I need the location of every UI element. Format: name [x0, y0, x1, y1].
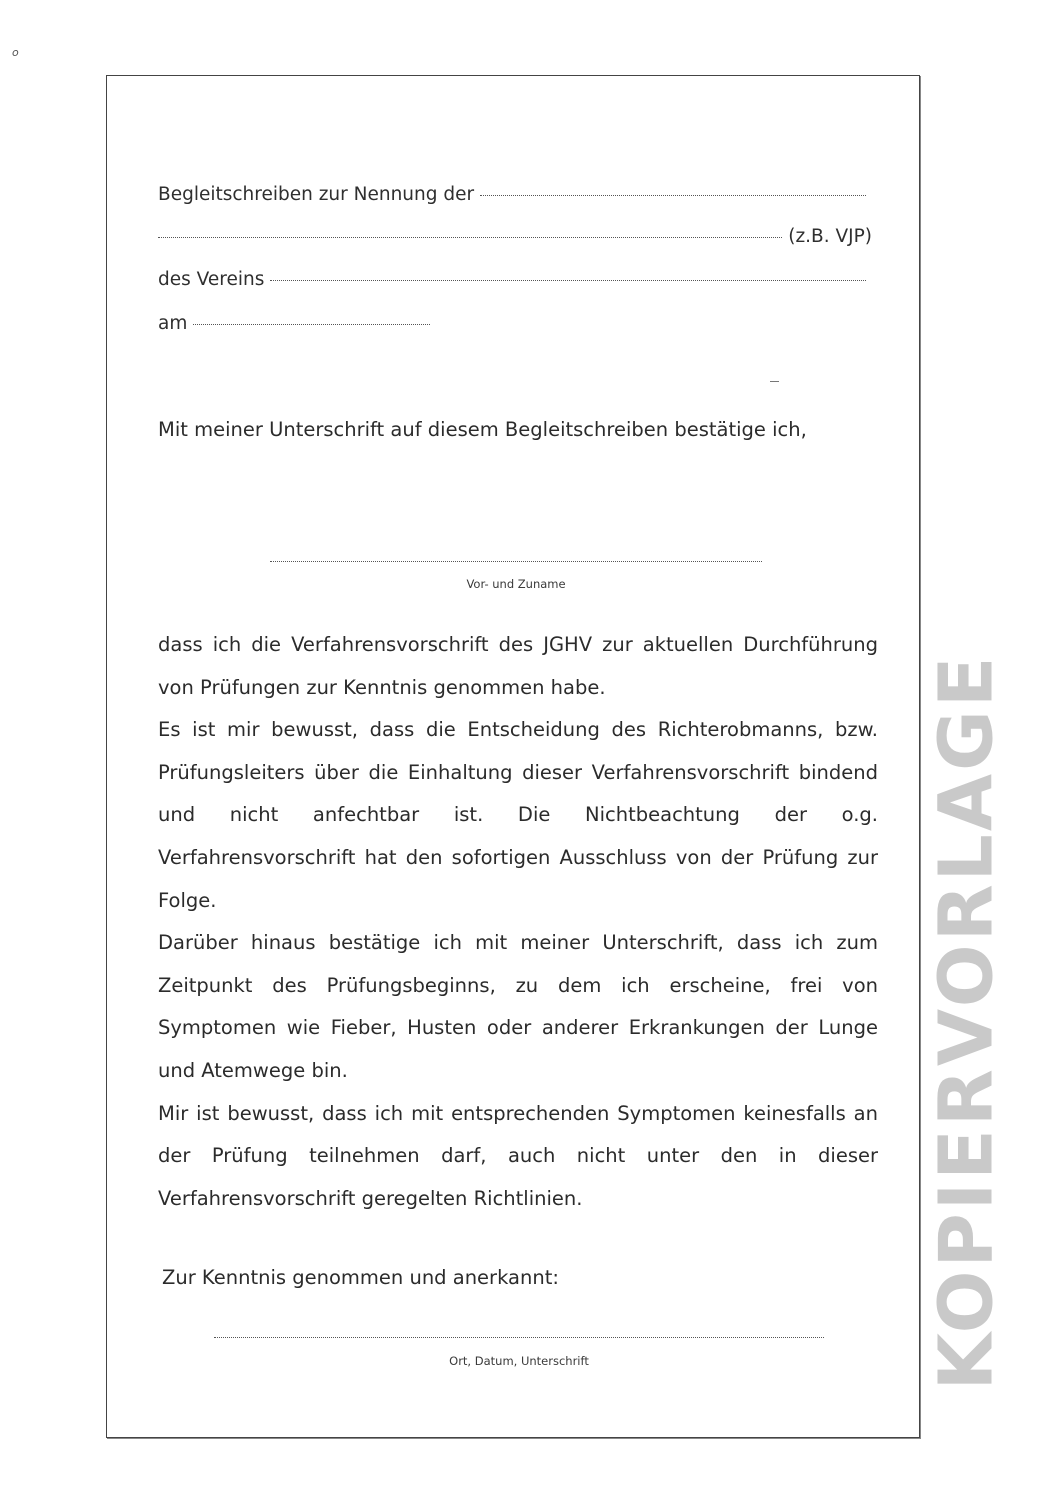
pruefung-field-row: [158, 226, 872, 247]
declaration-paragraph-3: Darüber hinaus bestätige ich mit meiner Unterschrift, dass ich zum Zeitpunkt des Prüfungsbeginns, zu dem ich erscheine, frei von Symptomen wie Fieber, Husten oder anderer Erkrankungen der Lunge und Atemwege bin.: [158, 931, 878, 1082]
verein-label: des Vereins: [158, 269, 265, 290]
declaration-paragraph-4: Mir ist bewusst, dass ich mit entsprechenden Symptomen keinesfalls an der Prüfung teilnehmen darf, auch nicht unter den in dieser Verfahrensvorschrift geregelten Richtlinien.: [158, 1101, 878, 1210]
closing-text: Zur Kenntnis genommen und anerkannt:: [162, 1266, 559, 1289]
pruefung-example-label: (z.B. VJP): [788, 226, 872, 247]
declaration-paragraph-1: dass ich die Verfahrensvorschrift des JGHV zur aktuellen Durchführung von Prüfungen zur Kenntnis genommen habe.: [158, 633, 878, 699]
verein-field-row: [158, 269, 872, 290]
kopiervorlage-watermark: [923, 612, 1010, 1432]
name-input-line[interactable]: [270, 560, 762, 562]
nennung-input-line[interactable]: [480, 194, 866, 196]
watermark-text: KOPIERVORLAGE: [923, 653, 1010, 1391]
datum-field-row: [158, 313, 436, 334]
verein-input-line[interactable]: [270, 279, 866, 281]
nennung-label: Begleitschreiben zur Nennung der: [158, 184, 475, 205]
declaration-body: [158, 624, 878, 1220]
stray-mark: o: [12, 46, 19, 59]
name-caption: Vor- und Zuname: [466, 577, 566, 591]
datum-input-line[interactable]: [193, 323, 430, 325]
pruefung-input-line[interactable]: [158, 236, 782, 238]
datum-label: am: [158, 313, 188, 334]
signature-caption: Ort, Datum, Unterschrift: [449, 1354, 589, 1368]
nennung-field-row: [158, 184, 872, 205]
signature-input-line[interactable]: [214, 1336, 824, 1338]
scan-speck: [770, 381, 779, 382]
declaration-paragraph-2: Es ist mir bewusst, dass die Entscheidung des Richterobmanns, bzw. Prüfungsleiters über die Einhaltung dieser Verfahrensvorschrift bindend und nicht anfechtbar ist. Die Nichtbeachtung der o.g. Verfahrensvorschrift hat den sofortigen Ausschluss von der Prüfung zur Folge.: [158, 718, 878, 912]
intro-text: Mit meiner Unterschrift auf diesem Begleitschreiben bestätige ich,: [158, 418, 807, 441]
